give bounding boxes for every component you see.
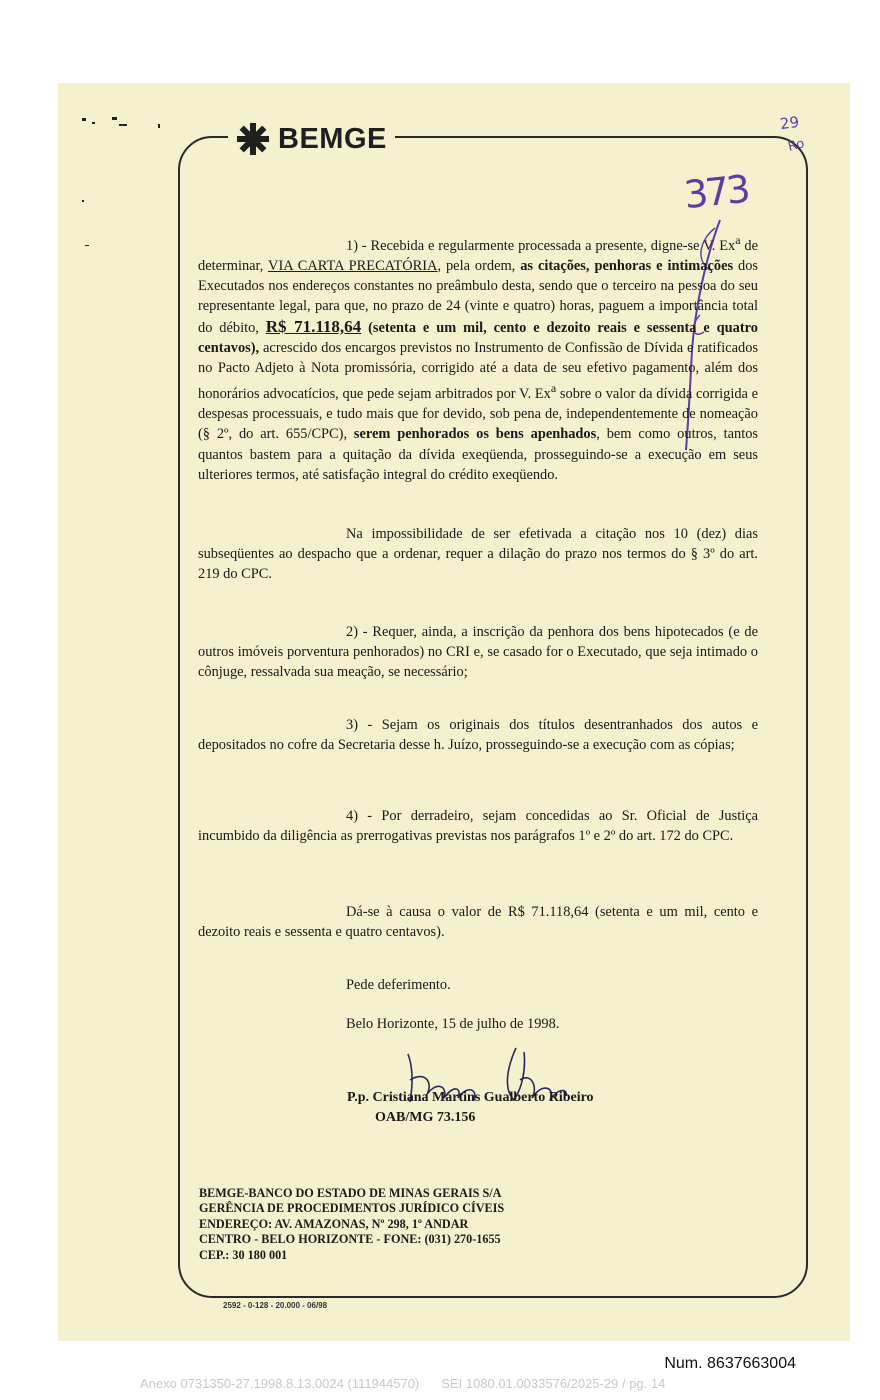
page-mark-sub: Ro [786,136,806,155]
address-line: BEMGE-BANCO DO ESTADO DE MINAS GERAIS S/A [199,1186,502,1200]
via-carta-precatoria: VIA CARTA PRECATÓRIA [268,258,438,274]
document-number-stamp: Num. 8637663004 [664,1355,796,1372]
paragraph-prazo: Na impossibilidade de ser efetivada a citação nos 10 (dez) dias subseqüentes ao despacho que a ordenar, requer a dilação do prazo nos termos do § 3º do art. 219 do CPC. [198,526,758,583]
scan-speck [92,122,95,124]
paragraph-titulos: 3) - Sejam os originais dos títulos desentranhados dos autos e depositados no cofre da Secretaria desse h. Juízo, prosseguindo-se a execução com as cópias; [198,717,758,754]
address-line: GERÊNCIA DE PROCEDIMENTOS JURÍDICO CÍVEIS [199,1201,505,1216]
form-code: 2592 - 0-128 - 20.000 - 06/98 [223,1301,328,1310]
address-line: ENDEREÇO: AV. AMAZONAS, Nº 298, 1º ANDAR [199,1216,469,1231]
scan-speck [158,124,160,128]
process-reference-stamp [140,1376,687,1391]
scan-speck [112,117,117,120]
page-mark: 29 [778,112,801,134]
closing-request: Pede deferimento. [346,977,451,993]
signatory-oab: OAB/MG 73.156 [375,1110,476,1125]
anexo-reference: Anexo 0731350-27.1998.8.13.0024 (111944570) [140,1376,420,1391]
address-line: CEP.: 30 180 001 [199,1247,288,1262]
scan-speck [119,124,127,126]
bank-address-block [199,1186,504,1263]
paragraph-penhora: 2) - Requer, ainda, a inscrição da penhora dos bens hipotecados (e de outros imóveis porventura penhorados) no CRI e, se casado for o Executado, que seja intimado o cônjuge, ressalvada sua meação, se necessário; [198,624,758,681]
paragraph-oficial: 4) - Por derradeiro, sejam concedidas ao Sr. Oficial de Justiça incumbido da diligência as prerrogativas previstas nos parágrafos 1º e 2º do art. 172 do CPC. [198,808,758,845]
signatory-name: P.p. Cristiana Martins Gualberto Ribeiro [347,1090,594,1105]
bemge-logo [228,120,395,158]
address-line: CENTRO - BELO HORIZONTE - FONE: (031) 270-1655 [199,1232,501,1247]
scan-speck [82,118,86,121]
sei-reference: SEI 1080.01.0033576/2025-29 / pg. 14 [441,1376,666,1391]
bemge-star-icon [236,122,270,156]
logo-text: BEMGE [278,122,387,155]
paragraph-citacao: 1) - Recebida e regularmente processada a presente, digne-se V. Ex$^a$ de determinar, VIA CARTA PRECATÓRIA, pela ordem, as citações, penhoras e intimações dos Executados nos endereços constantes no preâmbulo desta, sendo que o terceiro na pessoa do seu representante legal, para que, no prazo de 24 (vinte e quatro) horas, paguem a importância total do débito, R$ 71.118,64 (setenta e um mil, cento e dezoito reais e sessenta e quatro centavos), acrescido dos encargos previstos no Instrumento de Confissão de Dívida e ratificados no Pacto Adjeto à Nota promissória, corrigido até a data de seu efetivo pagamento, além dos honorários advocatícios, que pede sejam arbitrados por V. Ex$^a$ sobre o valor da dívida corrigida e despesas processuais, e tudo mais que for devido, sob pena de, independentemente de nomeação (§ 2º, do art. 655/CPC), serem penhorados os bens apenhados, bem como outros, tantos quantos bastem para a quitação da dívida exeqüenda, prosseguindo-se a execução em seus ulteriores termos, até satisfação integral do crédito exeqüendo. [198,233,759,483]
place-date: Belo Horizonte, 15 de julho de 1998. [346,1016,560,1032]
scan-speck [82,200,84,202]
folio-number: 373 [681,166,750,218]
scan-speck [85,245,89,246]
paragraph-valor-causa: Dá-se à causa o valor de R$ 71.118,64 (setenta e um mil, cento e dezoito reais e sessenta e quatro centavos). [198,904,758,941]
debt-amount: R$ 71.118,64 [265,316,362,336]
